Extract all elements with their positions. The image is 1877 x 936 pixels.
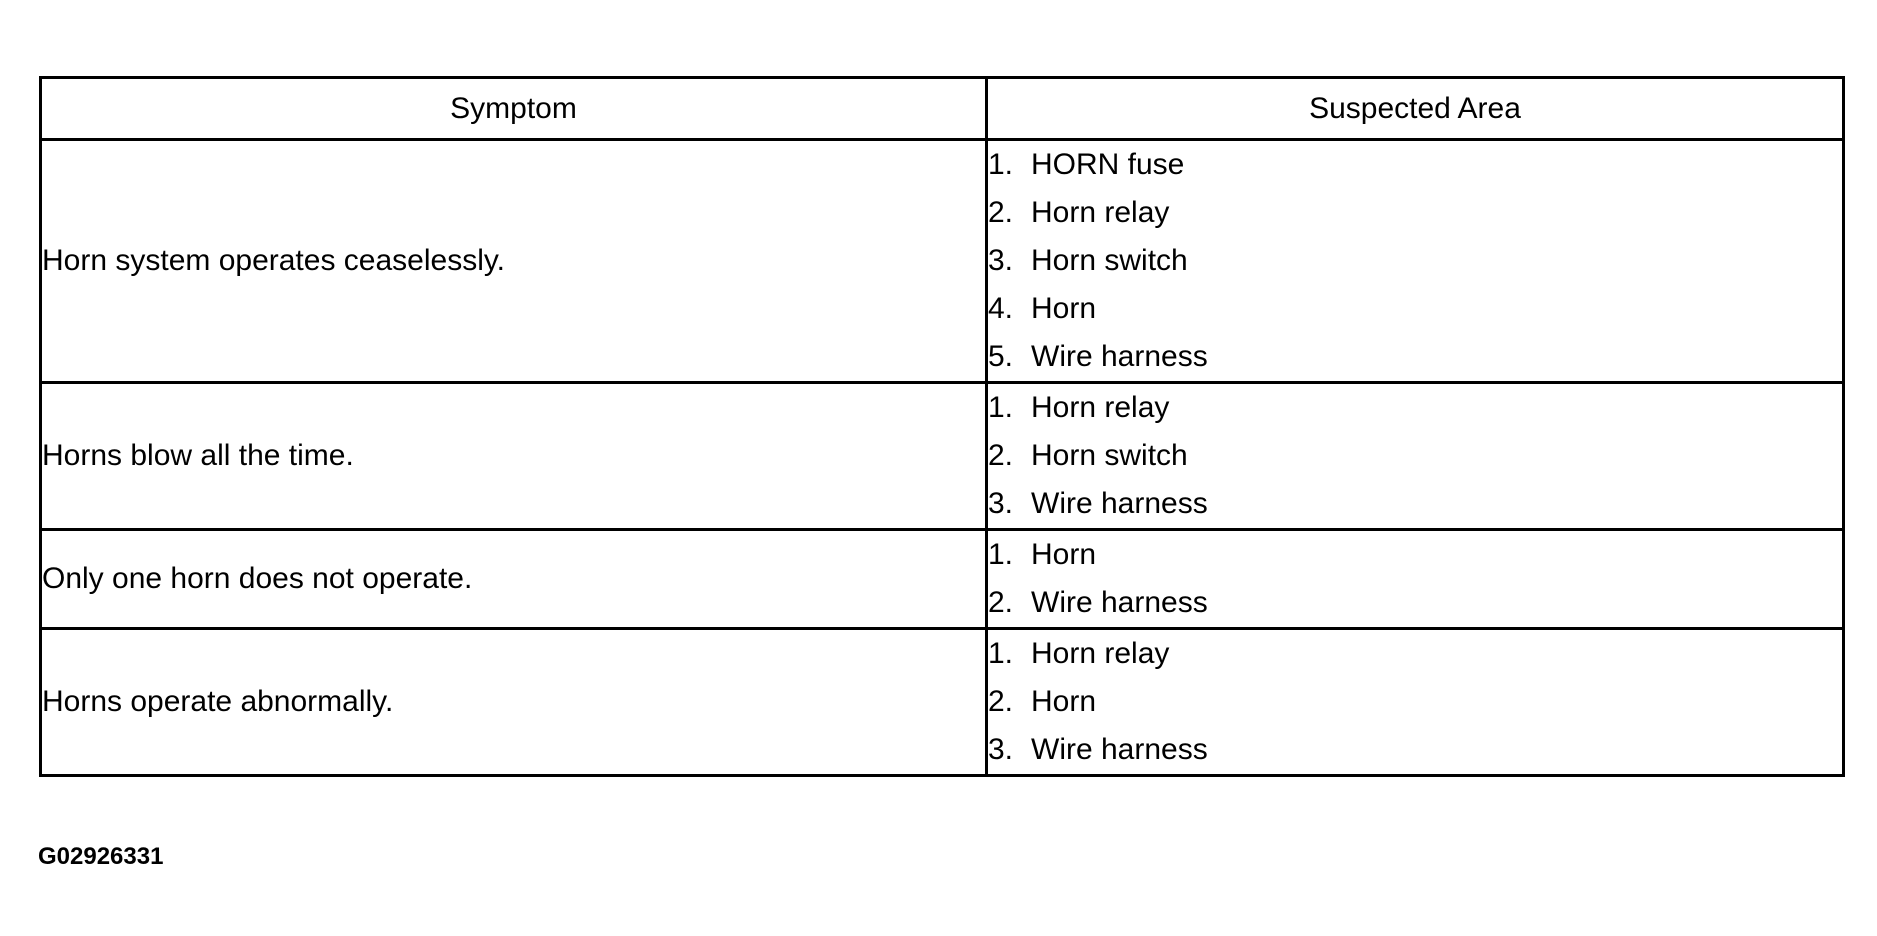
item-text: Horn <box>1031 292 1097 325</box>
symptom-cell: Horn system operates ceaselessly. <box>41 140 987 383</box>
item-text: Wire harness <box>1031 586 1208 619</box>
list-item <box>988 480 1842 528</box>
list-item <box>988 237 1842 285</box>
item-number: 1. <box>988 637 1014 670</box>
list-item <box>988 726 1842 774</box>
item-number: 3. <box>988 733 1014 766</box>
item-text: Wire harness <box>1031 733 1208 766</box>
list-item <box>988 141 1842 189</box>
item-number: 1. <box>988 538 1014 571</box>
item-text: Horn switch <box>1031 439 1188 472</box>
table-header-row <box>41 78 1844 140</box>
item-text: Horn relay <box>1031 637 1170 670</box>
list-item <box>988 333 1842 381</box>
item-text: Wire harness <box>1031 340 1208 373</box>
item-number: 2. <box>988 439 1014 472</box>
table-row <box>41 383 1844 530</box>
table-row <box>41 629 1844 776</box>
item-number: 3. <box>988 487 1014 520</box>
item-text: Horn switch <box>1031 244 1188 277</box>
figure-id: G02926331 <box>38 843 164 870</box>
item-text: HORN fuse <box>1031 148 1185 181</box>
item-number: 2. <box>988 196 1014 229</box>
item-number: 1. <box>988 391 1014 424</box>
list-item <box>988 630 1842 678</box>
item-text: Horn relay <box>1031 391 1170 424</box>
table-row <box>41 140 1844 383</box>
item-number: 4. <box>988 292 1014 325</box>
list-item <box>988 579 1842 627</box>
item-text: Horn <box>1031 538 1097 571</box>
list-item <box>988 384 1842 432</box>
item-text: Horn relay <box>1031 196 1170 229</box>
suspected-area-cell <box>987 140 1844 383</box>
symptom-cell: Horns operate abnormally. <box>41 629 987 776</box>
suspected-area-cell <box>987 530 1844 629</box>
item-number: 1. <box>988 148 1014 181</box>
table-row <box>41 530 1844 629</box>
symptom-cell: Only one horn does not operate. <box>41 530 987 629</box>
problem-symptoms-table <box>39 76 1845 777</box>
item-number: 2. <box>988 685 1014 718</box>
item-text: Wire harness <box>1031 487 1208 520</box>
suspected-area-list <box>988 630 1842 774</box>
list-item <box>988 432 1842 480</box>
item-number: 2. <box>988 586 1014 619</box>
list-item <box>988 531 1842 579</box>
trouble-table-container <box>39 76 1842 777</box>
item-number: 3. <box>988 244 1014 277</box>
suspected-area-cell <box>987 383 1844 530</box>
symptom-column-header: Symptom <box>41 78 987 140</box>
suspected-area-list <box>988 141 1842 381</box>
list-item <box>988 189 1842 237</box>
suspected-area-cell <box>987 629 1844 776</box>
symptom-cell: Horns blow all the time. <box>41 383 987 530</box>
item-number: 5. <box>988 340 1014 373</box>
suspected-area-list <box>988 531 1842 627</box>
list-item <box>988 285 1842 333</box>
suspected-area-list <box>988 384 1842 528</box>
item-text: Horn <box>1031 685 1097 718</box>
suspected-area-column-header: Suspected Area <box>987 78 1844 140</box>
list-item <box>988 678 1842 726</box>
